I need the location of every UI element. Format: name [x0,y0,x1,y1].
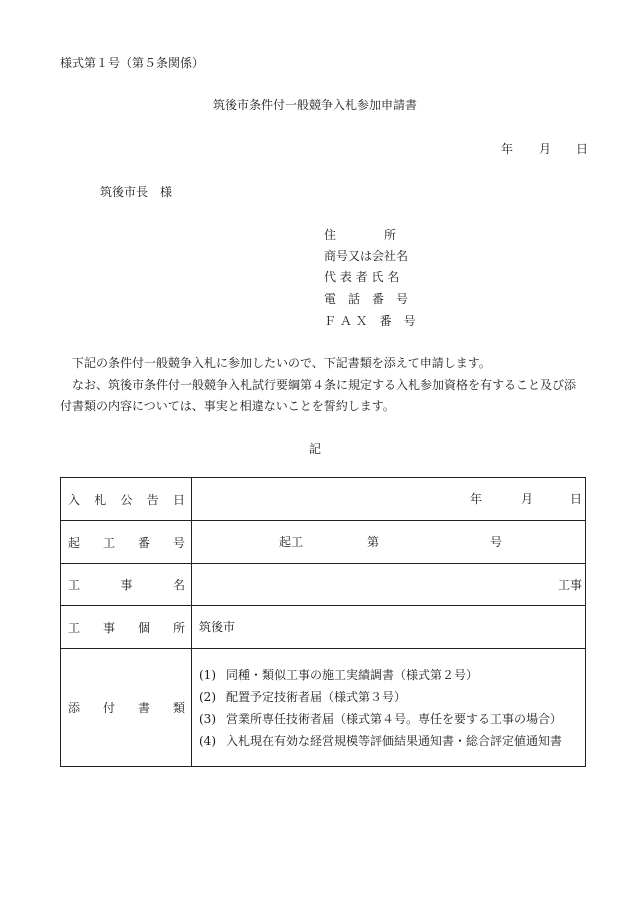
application-table [60,477,586,767]
field-phone: 電 話 番 号 [324,292,409,306]
field-address: 住 所 [324,228,397,242]
kiko-go: 号 [490,535,503,549]
row-attachments [61,649,586,767]
date-year: 年 [501,142,514,156]
value-project-location[interactable] [192,606,586,649]
row-announcement-date [61,478,586,521]
attachment-item: (2) 配置予定技術者届（様式第３号） [199,689,407,704]
document-title: 筑後市条件付一般競争入札参加申請書 [212,98,417,112]
body-paragraph-1: 下記の条件付一般競争入札に参加したいので、下記書類を添えて申請します。 [72,356,491,370]
label-announcement-date: 入 札 公 告 日 [68,492,185,507]
label-kiko-number: 起 工 番 号 [68,535,185,550]
value-attachments [192,649,586,767]
body-paragraph-2-line-2: 付書類の内容については、事実と相違ないことを誓約します。 [60,399,395,413]
label-attachments: 添 付 書 類 [68,701,185,715]
announce-year: 年 [470,492,483,506]
value-kiko-number[interactable] [192,521,586,564]
field-representative: 代 表 者 氏 名 [324,270,400,284]
label-cell [61,606,192,649]
addressee: 筑後市長 様 [100,185,173,199]
row-kiko-number [61,521,586,564]
kiko-dai: 第 [367,535,380,549]
announce-day: 日 [570,492,583,506]
row-project-location [61,606,586,649]
label-cell [61,478,192,521]
kiko-prefix: 起工 [279,535,304,549]
attachment-list [192,664,585,752]
value-announcement-date[interactable] [192,478,586,521]
attachment-item: (1) 同種・類似工事の施工実績調書（様式第２号） [199,667,479,682]
label-project-name: 工 事 名 [68,578,185,592]
label-project-location: 工 事 個 所 [68,620,185,635]
body-paragraph-2-line-1: なお、筑後市条件付一般競争入札試行要綱第４条に規定する入札参加資格を有すること及び添 [72,378,577,392]
ki-heading: 記 [308,442,321,456]
field-fax: Ｆ Ａ Ｘ 番 号 [324,314,416,328]
form-number: 様式第１号（第５条関係） [60,56,205,70]
field-company-name: 商号又は会社名 [324,249,409,263]
announce-month: 月 [521,492,534,506]
label-cell [61,649,192,767]
date-day: 日 [576,142,589,156]
location-value: 筑後市 [199,620,236,634]
row-project-name [61,564,586,606]
value-project-name[interactable] [192,564,586,606]
project-suffix: 工事 [558,577,583,592]
attachment-item: (3) 営業所専任技術者届（様式第４号。専任を要する工事の場合） [199,711,563,726]
label-cell [61,521,192,564]
label-cell [61,564,192,606]
date-month: 月 [539,142,552,156]
attachment-item: (4) 入札現在有効な経営規模等評価結果通知書・総合評定値通知書 [199,733,563,748]
